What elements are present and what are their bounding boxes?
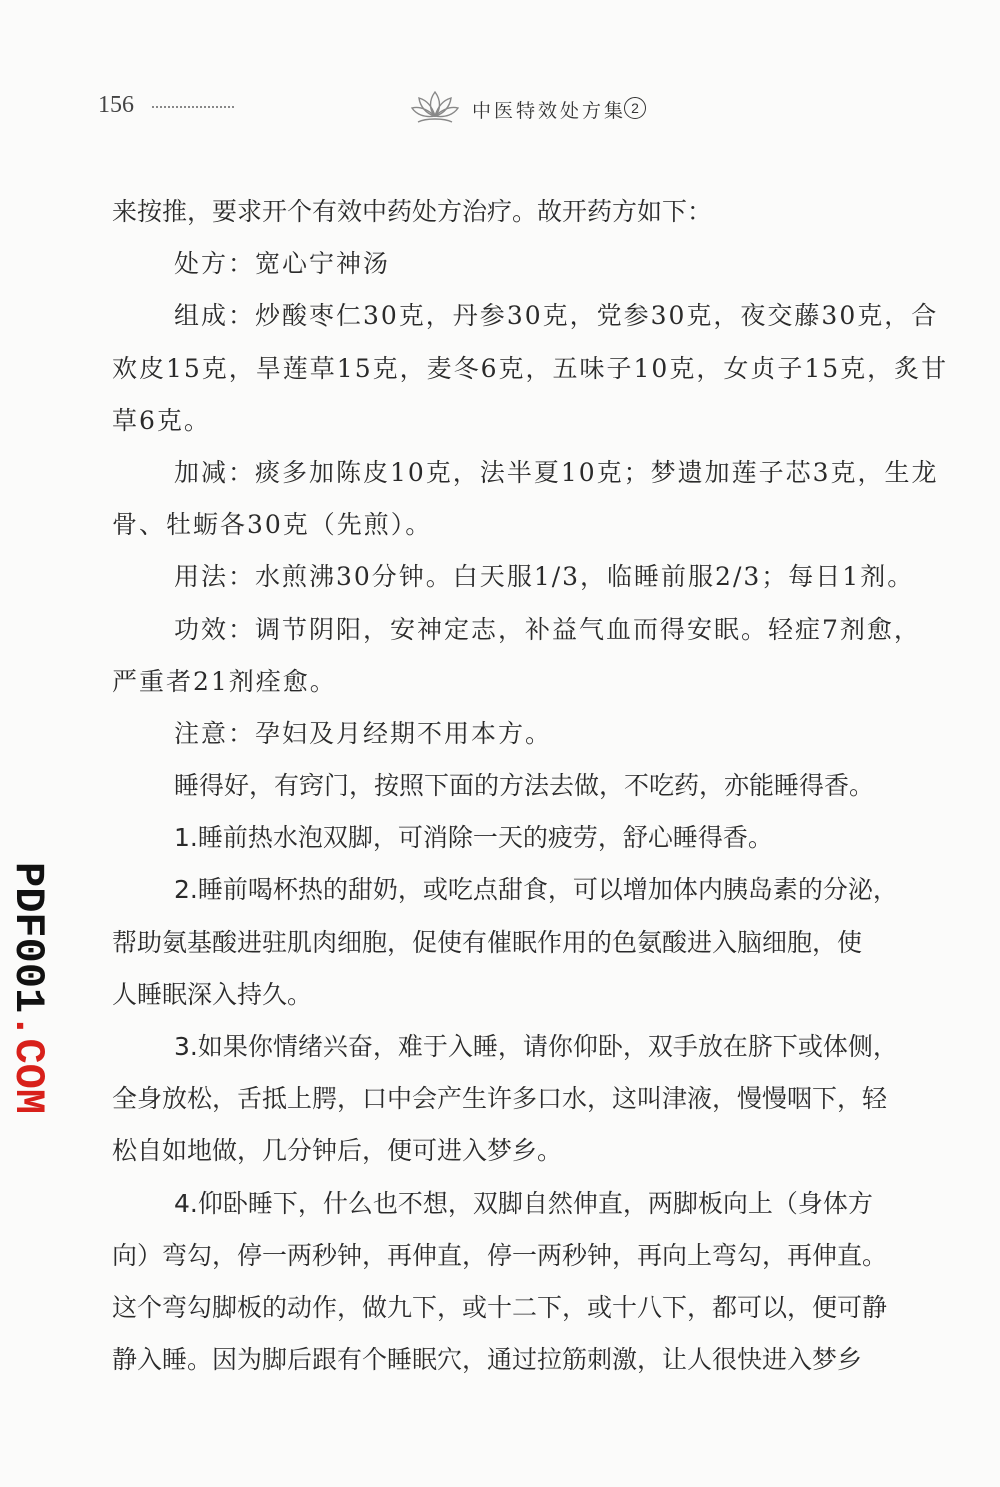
text-line: 3.如果你情绪兴奋，难于入睡，请你仰卧，双手放在脐下或体侧， (174, 1032, 898, 1061)
text-line: 严重者21剂痊愈。 (112, 666, 337, 696)
body-text (112, 186, 962, 1386)
text-line: 加减：痰多加陈皮10克，法半夏10克；梦遗加莲子芯3克，生龙 (174, 457, 939, 487)
header-dotted-rule (152, 106, 234, 108)
watermark-red-text: .COM (4, 1013, 52, 1115)
text-line: 向）弯勾，停一两秒钟，再伸直，停一两秒钟，再向上弯勾，再伸直。 (112, 1240, 888, 1270)
text-line: 功效：调节阴阳，安神定志，补益气血而得安眠。轻症7剂愈， (174, 614, 921, 644)
pdf001-watermark (4, 862, 52, 1115)
text-line: 处方：宽心宁神汤 (174, 249, 391, 279)
text-line: 组成：炒酸枣仁30克，丹参30克，党参30克，夜交藤30克，合 (174, 301, 939, 331)
page-header (0, 0, 1000, 150)
text-line: 欢皮15克，旱莲草15克，麦冬6克，五味子10克，女贞子15克，炙甘 (112, 353, 949, 383)
text-line: 全身放松，舌抵上腭，口中会产生许多口水，这叫津液，慢慢咽下，轻 (112, 1084, 888, 1114)
text-line: 4.仰卧睡下，什么也不想，双脚自然伸直，两脚板向上（身体方 (174, 1188, 873, 1218)
watermark-black-text: PDF001 (4, 862, 52, 1014)
text-line: 2.睡前喝杯热的甜奶，或吃点甜食，可以增加体内胰岛素的分泌， (174, 875, 898, 905)
lotus-icon (410, 86, 460, 128)
page-number: 156 (98, 92, 134, 118)
text-line: 睡得好，有窍门，按照下面的方法去做，不吃药，亦能睡得香。 (174, 771, 875, 801)
text-line: 来按推，要求开个有效中药处方治疗。故开药方如下： (112, 197, 713, 226)
text-line: 人睡眠深入持久。 (112, 979, 313, 1009)
text-line: 注意：孕妇及月经期不用本方。 (174, 718, 553, 748)
text-line: 帮助氨基酸进驻肌肉细胞，促使有催眠作用的色氨酸进入脑细胞，使 (112, 927, 863, 957)
text-line: 骨、牡蛎各30克（先煎）。 (112, 510, 433, 540)
volume-number: 2 (624, 97, 646, 119)
text-line: 这个弯勾脚板的动作，做九下，或十二下，或十八下，都可以，便可静 (112, 1292, 888, 1322)
book-title: 中医特效处方集 (472, 100, 627, 122)
text-line: 松自如地做，几分钟后，便可进入梦乡。 (112, 1136, 563, 1166)
text-line: 1.睡前热水泡双脚，可消除一天的疲劳，舒心睡得香。 (174, 823, 773, 853)
text-line: 静入睡。因为脚后跟有个睡眠穴，通过拉筋刺激，让人很快进入梦乡 (112, 1345, 863, 1375)
text-line: 用法：水煎沸30分钟。白天服1/3，临睡前服2/3；每日1剂。 (174, 562, 915, 592)
text-line: 草6克。 (112, 405, 211, 435)
